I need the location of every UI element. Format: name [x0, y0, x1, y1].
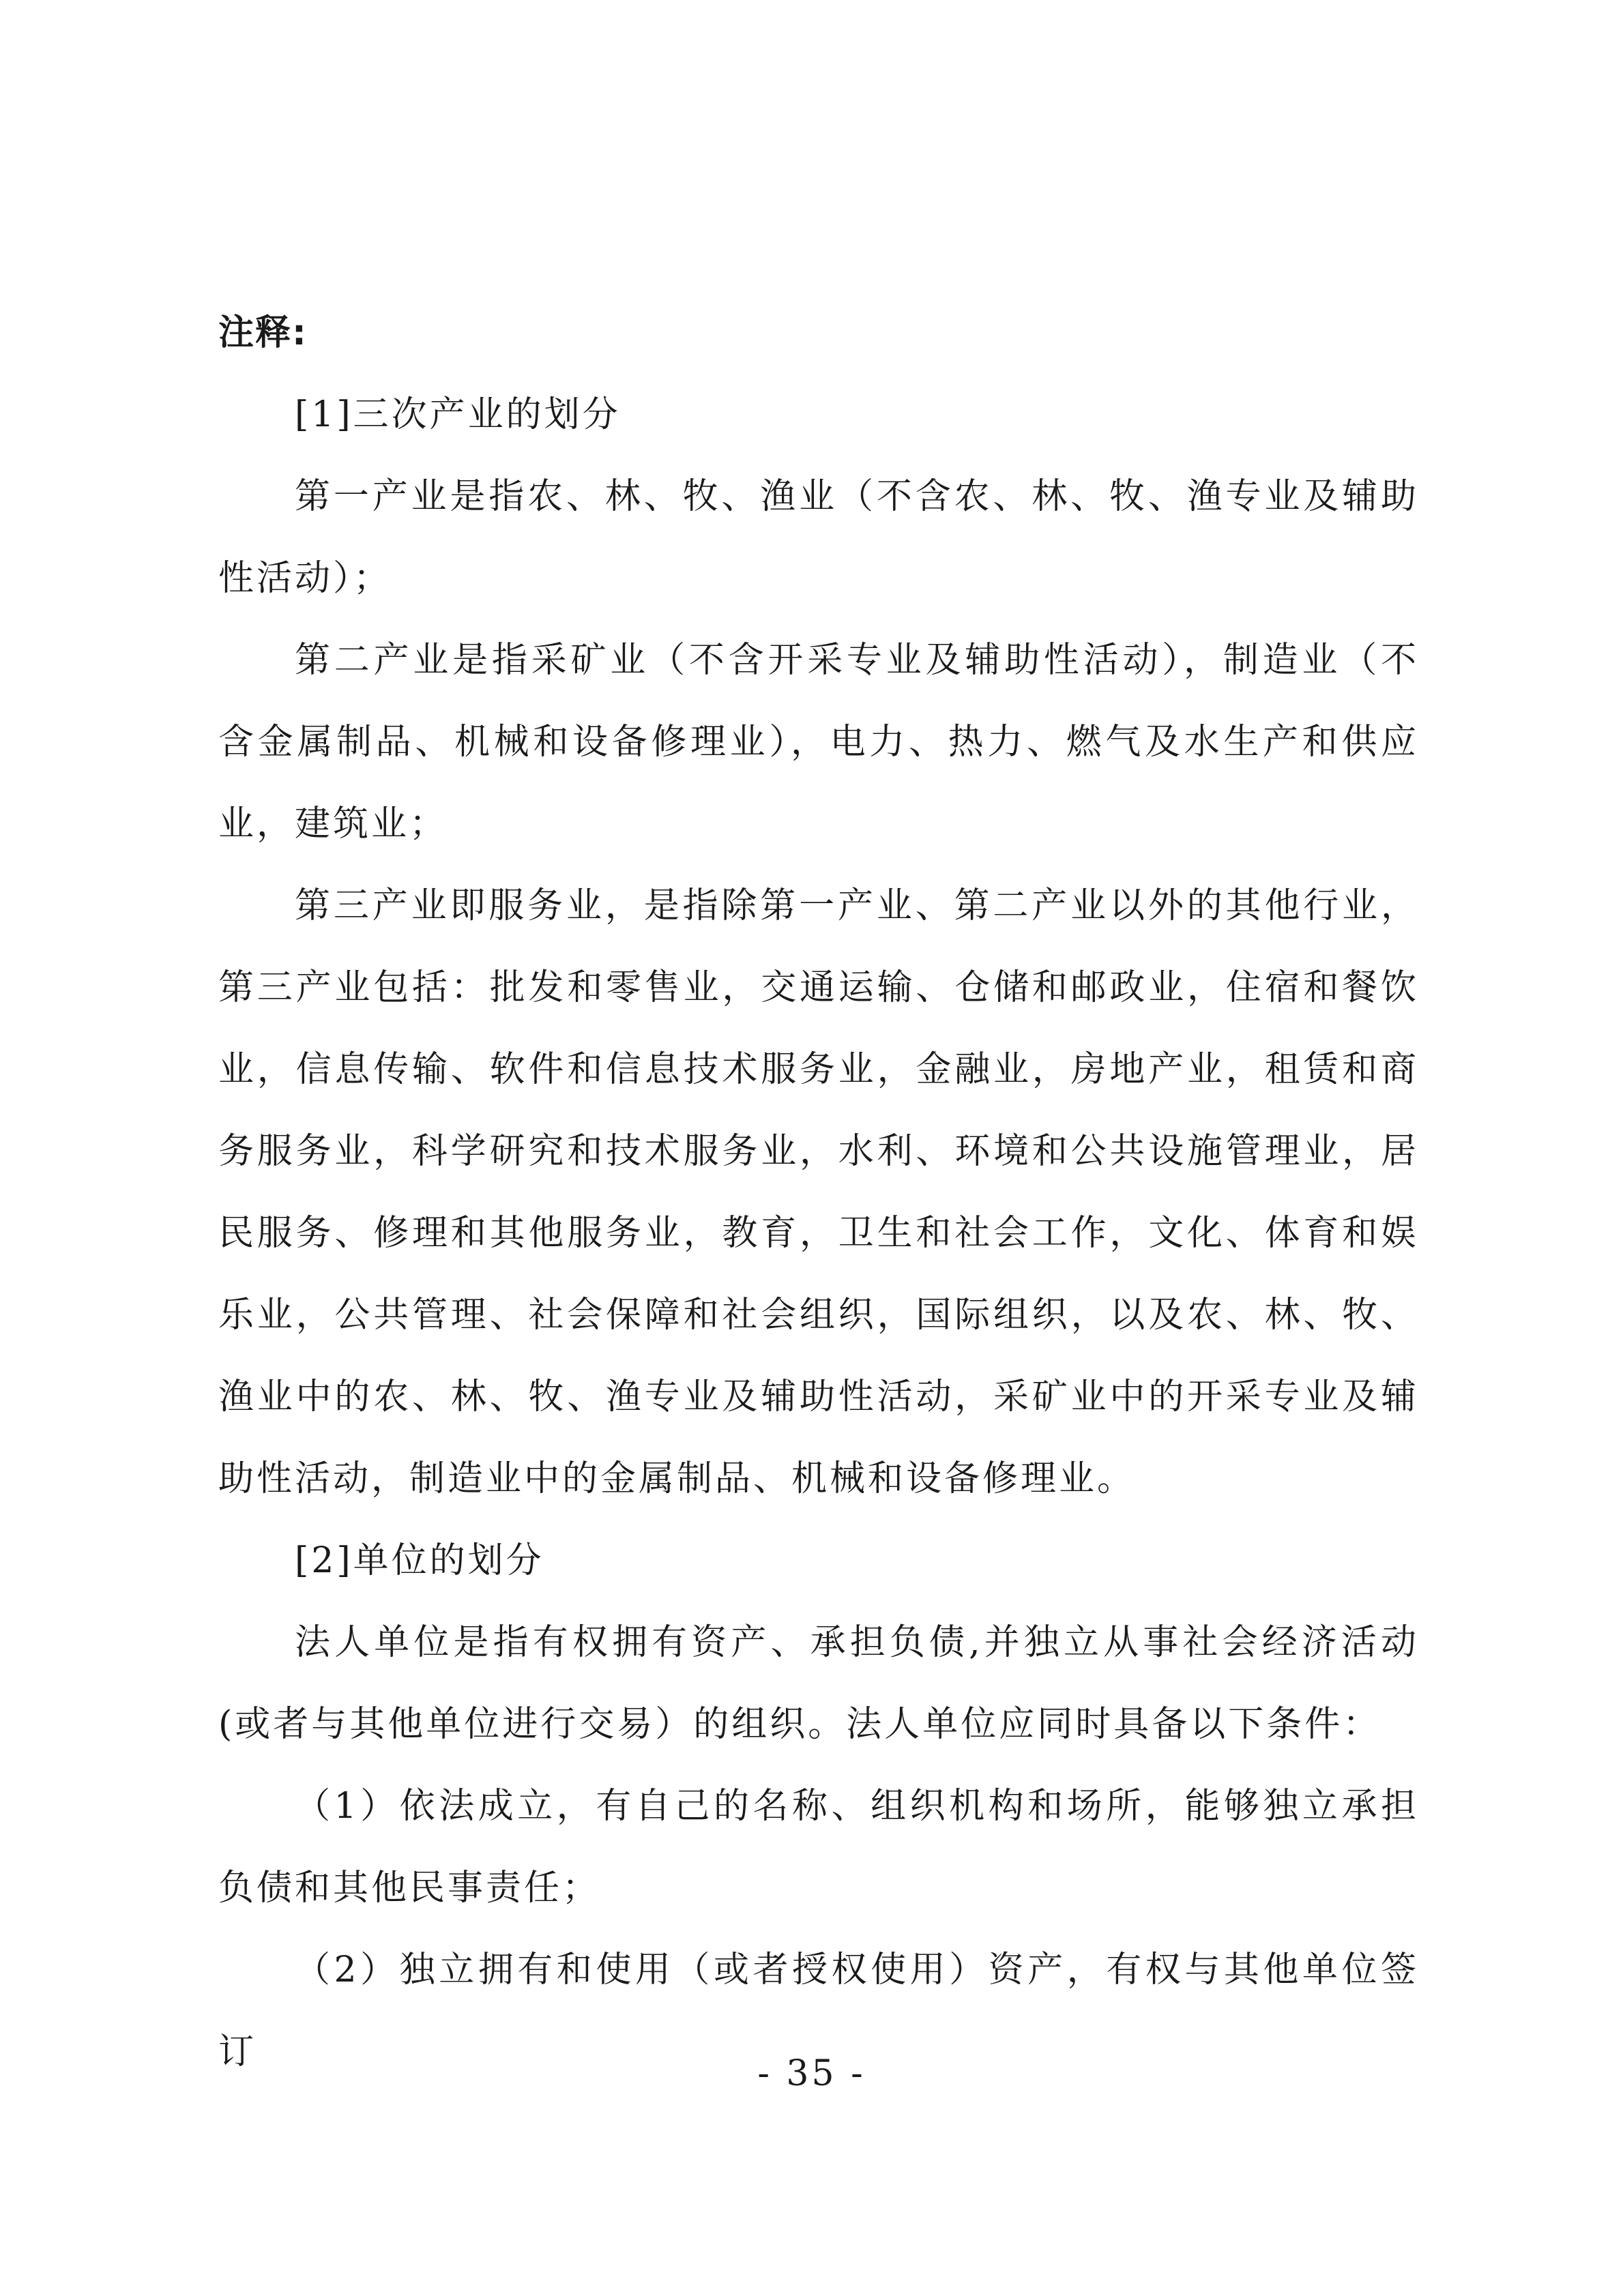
paragraph-primary-industry: 第一产业是指农、林、牧、渔业（不含农、林、牧、渔专业及辅助性活动）；	[218, 476, 1419, 599]
section-title-industry-classification: [1]三次产业的划分	[295, 394, 621, 435]
paragraph-legal-entity: 法人单位是指有权拥有资产、承担负债,并独立从事社会经济活动(或者与其他单位进行交易）的组织。法人单位应同时具备以下条件：	[218, 1622, 1419, 1745]
condition-item-2: （2）独立拥有和使用（或者授权使用）资产，有权与其他单位签订	[218, 1949, 1419, 2072]
document-body	[218, 292, 1419, 2093]
notes-heading: 注释:	[218, 312, 308, 353]
paragraph-tertiary-industry: 第三产业即服务业，是指除第一产业、第二产业以外的其他行业，第三产业包括：批发和零售业，交通运输、仓储和邮政业，住宿和餐饮业，信息传输、软件和信息技术服务业，金融业，房地产业，租赁和商务服务业，科学研究和技术服务业，水利、环境和公共设施管理业，居民服务、修理和其他服务业，教育，卫生和社会工作，文化、体育和娱乐业，公共管理、社会保障和社会组织，国际组织，以及农、林、牧、渔业中的农、林、牧、渔专业及辅助性活动，采矿业中的开采专业及辅助性活动，制造业中的金属制品、机械和设备修理业。	[218, 885, 1419, 1499]
paragraph-secondary-industry: 第二产业是指采矿业（不含开采专业及辅助性活动），制造业（不含金属制品、机械和设备修理业），电力、热力、燃气及水生产和供应业，建筑业；	[218, 640, 1419, 844]
page-number: - 35 -	[757, 2053, 866, 2094]
condition-item-1: （1）依法成立，有自己的名称、组织机构和场所，能够独立承担负债和其他民事责任；	[218, 1786, 1419, 1909]
section-title-unit-classification: [2]单位的划分	[295, 1540, 544, 1581]
